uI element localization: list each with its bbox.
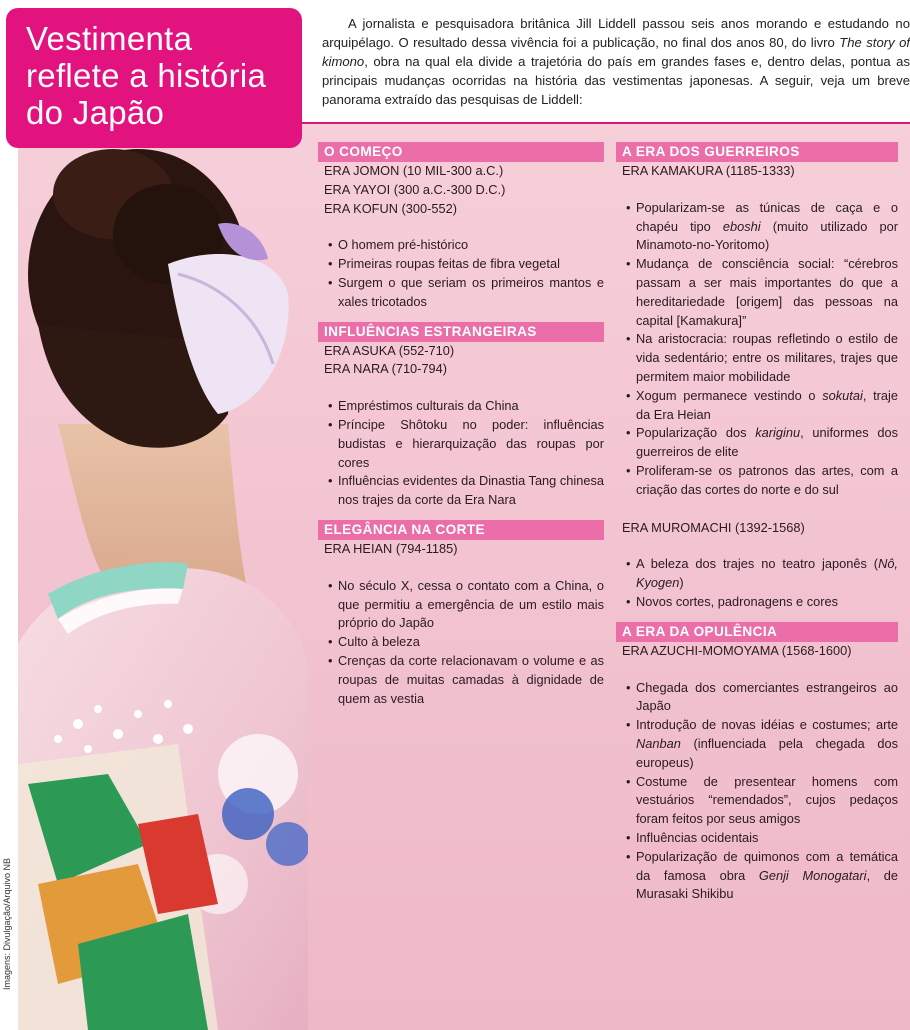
intro-text-2: , obra na qual ela divide a trajetória do país em grandes fases e, dentro delas, pontua as principais mudanças ocorridas na história das vestimentas japonesas. A seguir, veja um breve panorama extraído das pesquisas de Liddell: xyxy=(322,54,910,107)
list-item: • O homem pré-histórico xyxy=(318,236,604,255)
title-line-3: do Japão xyxy=(26,94,165,131)
list-item: • A beleza dos trajes no teatro japonês (Nô, Kyogen) xyxy=(616,555,898,593)
era-label: ERA MUROMACHI (1392-1568) xyxy=(622,519,805,535)
list-item: • Popularizam-se as túnicas de caça e o chapéu tipo eboshi (muito utilizado por Minamoto-no-Yoritomo) xyxy=(616,199,898,255)
section-heading: O COMEÇO xyxy=(318,142,604,162)
list-item: • Xogum permanece vestindo o sokutai, traje da Era Heian xyxy=(616,387,898,425)
bullet-list xyxy=(616,199,898,500)
list-item: • Primeiras roupas feitas de fibra vegetal xyxy=(318,255,604,274)
bullet-list xyxy=(318,236,604,311)
list-item: • No século X, cessa o contato com a China, o que permitiu a emergência de um estilo mais próprio do Japão xyxy=(318,577,604,633)
title-line-1: Vestimenta xyxy=(26,20,193,57)
list-item: • Introdução de novas idéias e costumes; arte Nanban (influenciada pela chegada dos europeus) xyxy=(616,716,898,772)
right-column xyxy=(616,142,898,904)
era-label: ERA NARA (710-794) xyxy=(324,361,448,377)
era-label: ERA HEIAN (794-1185) xyxy=(324,540,458,556)
era-label: ERA YAYOI (300 a.C.-300 D.C.) xyxy=(324,181,506,197)
list-item: • Popularização dos kariginu, uniformes dos guerreiros de elite xyxy=(616,424,898,462)
era-label: ERA KAMAKURA (1185-1333) xyxy=(622,163,795,178)
kimono-woman-photo xyxy=(18,124,308,1030)
intro-text-1: A jornalista e pesquisadora britânica Jill Liddell passou seis anos morando e estudando no arquipélago. O resultado dessa vivência foi a publicação, no final dos anos 80, do livro xyxy=(322,16,910,50)
era-label: ERA ASUKA (552-710) xyxy=(324,342,455,358)
list-item: • Popularização de quimonos com a temática da famosa obra Genji Monogatari, de Murasaki Shikibu xyxy=(616,848,898,904)
era-label: ERA JOMON (10 MIL-300 a.C.) xyxy=(324,163,504,178)
title-line-2: reflete a história xyxy=(26,57,267,94)
bullet-list xyxy=(616,555,898,611)
list-item: • Na aristocracia: roupas refletindo o estilo de vida sedentário; entre os militares, trajes que permitem maior mobilidade xyxy=(616,330,898,386)
intro-paragraph xyxy=(322,14,910,109)
section-heading: A ERA DA OPULÊNCIA xyxy=(616,622,898,642)
bullet-list xyxy=(616,679,898,905)
list-item: • Príncipe Shôtoku no poder: influências budistas e hierarquização das roupas por cores xyxy=(318,416,604,472)
book-title: The story of kimono xyxy=(322,35,910,69)
era-label: ERA AZUCHI-MOMOYAMA (1568-1600) xyxy=(622,642,852,658)
list-item: • Costume de presentear homens com vestuários “remendados”, cujos pedaços foram feitos por seus amigos xyxy=(616,773,898,829)
list-item: • Novos cortes, padronagens e cores xyxy=(616,593,898,612)
photo-credit: Imagens: Divulgação/Arquivo NB xyxy=(2,857,12,990)
bullet-list xyxy=(318,577,604,709)
title-box xyxy=(6,8,302,148)
list-item: • Surgem o que seriam os primeiros mantos e xales tricotados xyxy=(318,274,604,312)
list-item: • Influências ocidentais xyxy=(616,829,898,848)
list-item: • Empréstimos culturais da China xyxy=(318,397,604,416)
list-item: • Chegada dos comerciantes estrangeiros ao Japão xyxy=(616,679,898,717)
bullet-list xyxy=(318,397,604,510)
list-item: • Mudança de consciência social: “cérebros passam a ser mais importantes do que a hereditariedade [origem] das pessoas na capital [Kamakura]” xyxy=(616,255,898,330)
list-item: • Culto à beleza xyxy=(318,633,604,652)
section-heading: A ERA DOS GUERREIROS xyxy=(616,142,898,162)
list-item: • Crenças da corte relacionavam o volume e as roupas de muitas camadas à dignidade de quem as vestia xyxy=(318,652,604,708)
section-heading: ELEGÂNCIA NA CORTE xyxy=(318,520,604,540)
section-heading: INFLUÊNCIAS ESTRANGEIRAS xyxy=(318,322,604,342)
list-item: • Proliferam-se os patronos das artes, com a criação das cortes do norte e do sul xyxy=(616,462,898,500)
era-label: ERA KOFUN (300-552) xyxy=(324,200,457,216)
left-column xyxy=(318,142,604,708)
list-item: • Influências evidentes da Dinastia Tang chinesa nos trajes da corte da Era Nara xyxy=(318,472,604,510)
